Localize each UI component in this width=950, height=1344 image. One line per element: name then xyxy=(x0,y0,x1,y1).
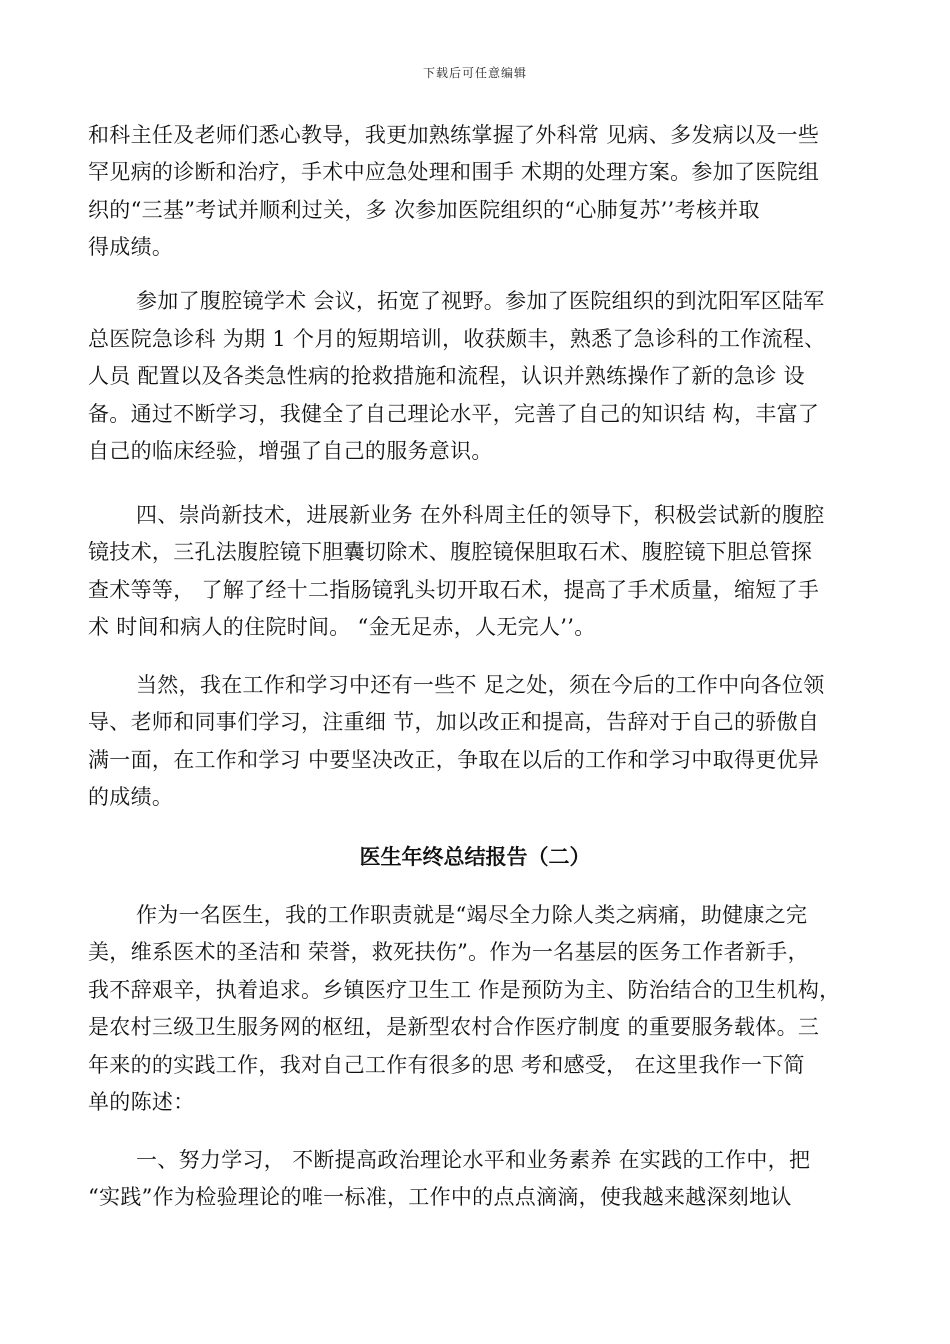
body-line: “实践”作为检验理论的唯一标准，工作中的点点滴滴，使我越来越深刻地认 xyxy=(88,1185,792,1209)
body-line: 当然，我在工作和学习中还有一些不 足之处，须在今后的工作中向各位领 xyxy=(136,673,825,697)
body-line: 美，维系医术的圣洁和 荣誉，救死扶伤”。作为一名基层的医务工作者新手， xyxy=(88,940,809,964)
body-line: 年来的的实践工作，我对自己工作有很多的思 考和感受， 在这里我作一下简 xyxy=(88,1053,805,1077)
body-line: 单的陈述： xyxy=(88,1090,195,1114)
body-line: 得成绩。 xyxy=(88,235,174,259)
body-line: 作为一名医生，我的工作职责就是“竭尽全力除人类之病痛，助健康之完 xyxy=(136,903,808,927)
body-line: 我不辞艰辛，执着追求。乡镇医疗卫生工 作是预防为主、防治结合的卫生机构， xyxy=(88,978,841,1002)
body-line: 参加了腹腔镜学术 会议，拓宽了视野。参加了医院组织的到沈阳军区陆军 xyxy=(136,289,825,313)
body-line: 织的“三基”考试并顺利过关，多 次参加医院组织的“心肺复苏’’考核并取 xyxy=(88,198,760,222)
body-line: 是农村三级卫生服务网的枢纽，是新型农村合作医疗制度 的重要服务载体。三 xyxy=(88,1015,820,1039)
body-line: 术 时间和病人的住院时间。 “金无足赤，人无完人’’。 xyxy=(88,615,596,639)
body-line: 的成绩。 xyxy=(88,785,174,809)
body-line: 总医院急诊科 为期 1 个月的短期培训，收获颇丰，熟悉了急诊科的工作流程、 xyxy=(88,327,826,351)
page-header: 下载后可任意编辑 xyxy=(422,66,527,80)
body-line: 备。通过不断学习，我健全了自己理论水平，完善了自己的知识结 构，丰富了 xyxy=(88,402,820,426)
body-line: 人员 配置以及各类急性病的抢救措施和流程，认识并熟练操作了新的急诊 设 xyxy=(88,364,805,388)
body-line: 满一面，在工作和学习 中要坚决改正，争取在以后的工作和学习中取得更优异 xyxy=(88,748,820,772)
body-line: 和科主任及老师们悉心教导，我更加熟练掌握了外科常 见病、多发病以及一些 xyxy=(88,123,820,147)
body-line: 罕见病的诊断和治疗，手术中应急处理和围手 术期的处理方案。参加了医院组 xyxy=(88,160,820,184)
section-heading: 医生年终总结报告（二） xyxy=(359,844,591,869)
body-line: 自己的临床经验，增强了自己的服务意识。 xyxy=(88,439,493,463)
body-line: 导、老师和同事们学习，注重细 节，加以改正和提高，告辞对于自己的骄傲自 xyxy=(88,710,820,734)
body-line: 查术等等， 了解了经十二指肠镜乳头切开取石术，提高了手术质量，缩短了手 xyxy=(88,578,820,602)
body-line: 四、崇尚新技术，进展新业务 在外科周主任的领导下，积极尝试新的腹腔 xyxy=(136,503,825,527)
body-line: 一、努力学习， 不断提高政治理论水平和业务素养 在实践的工作中，把 xyxy=(136,1148,811,1172)
body-line: 镜技术，三孔法腹腔镜下胆囊切除术、腹腔镜保胆取石术、腹腔镜下胆总管探 xyxy=(88,540,813,564)
